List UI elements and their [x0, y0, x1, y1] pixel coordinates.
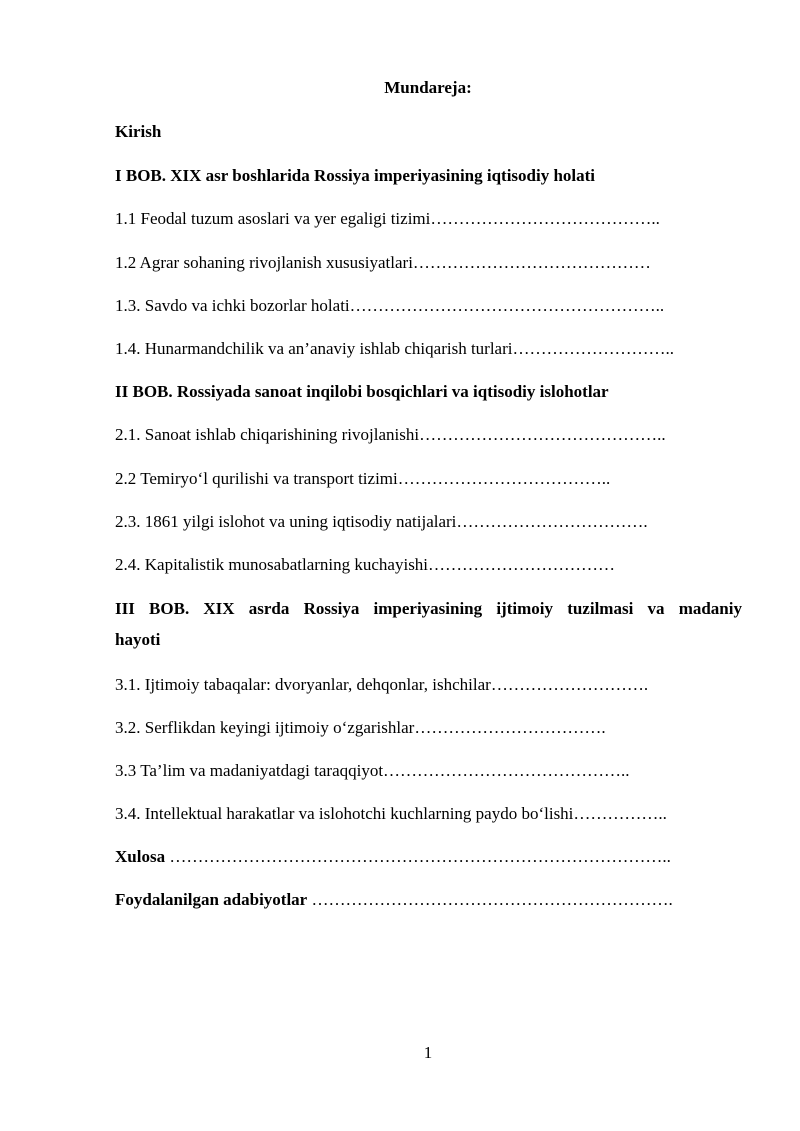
chapter-1-title: I BOB. XIX asr boshlarida Rossiya imperiyasining iqtisodiy holati [115, 166, 596, 185]
conclusion-leader-dots: …………………………………………………………………………….. [165, 847, 671, 866]
bibliography-label: Foydalanilgan adabiyotlar [115, 890, 308, 909]
chapter-3-title-line-1: III BOB. XIX asrda Rossiya imperiyasining ijtimoiy tuzilmasi va madaniy [115, 599, 742, 618]
toc-item-2-1: 2.1. Sanoat ishlab chiqarishining rivojlanishi…………………………………….. [115, 425, 666, 444]
toc-item-1-1: 1.1 Feodal tuzum asoslari va yer egaligi tizimi………………………………….. [115, 209, 660, 228]
toc-item-3-2: 3.2. Serflikdan keyingi ijtimoiy o‘zgarishlar……………………………. [115, 718, 606, 737]
chapter-3-title-line-2: hayoti [115, 630, 161, 649]
bibliography-leader-dots: ………………………………………………………. [307, 890, 673, 909]
toc-intro: Kirish [115, 122, 162, 141]
page-number: 1 [423, 1043, 433, 1062]
chapter-2-title: II BOB. Rossiyada sanoat inqilobi bosqichlari va iqtisodiy islohotlar [115, 382, 609, 401]
conclusion-label: Xulosa [115, 847, 166, 866]
toc-heading: Mundareja: [384, 78, 472, 97]
toc-item-2-3: 2.3. 1861 yilgi islohot va uning iqtisodiy natijalari……………………………. [115, 512, 648, 531]
toc-item-3-1: 3.1. Ijtimoiy tabaqalar: dvoryanlar, dehqonlar, ishchilar………………………. [115, 675, 649, 694]
toc-item-3-3: 3.3 Ta’lim va madaniyatdagi taraqqiyot…………………………………….. [115, 761, 630, 780]
chapter-3-title [115, 593, 742, 655]
toc-item-3-4: 3.4. Intellektual harakatlar va islohotchi kuchlarning paydo bo‘lishi…………….. [115, 804, 667, 823]
toc-item-1-2: 1.2 Agrar sohaning rivojlanish xususiyatlari…………………………………… [115, 253, 651, 272]
toc-item-1-4: 1.4. Hunarmandchilik va an’anaviy ishlab chiqarish turlari……………………….. [115, 339, 674, 358]
toc-bibliography [115, 890, 673, 910]
toc-item-2-4: 2.4. Kapitalistik munosabatlarning kuchayishi…………………………… [115, 555, 616, 574]
toc-item-2-2: 2.2 Temiryo‘l qurilishi va transport tizimi……………………………….. [115, 469, 611, 488]
toc-conclusion [115, 847, 671, 867]
toc-item-1-3: 1.3. Savdo va ichki bozorlar holati……………………………………………….. [115, 296, 665, 315]
